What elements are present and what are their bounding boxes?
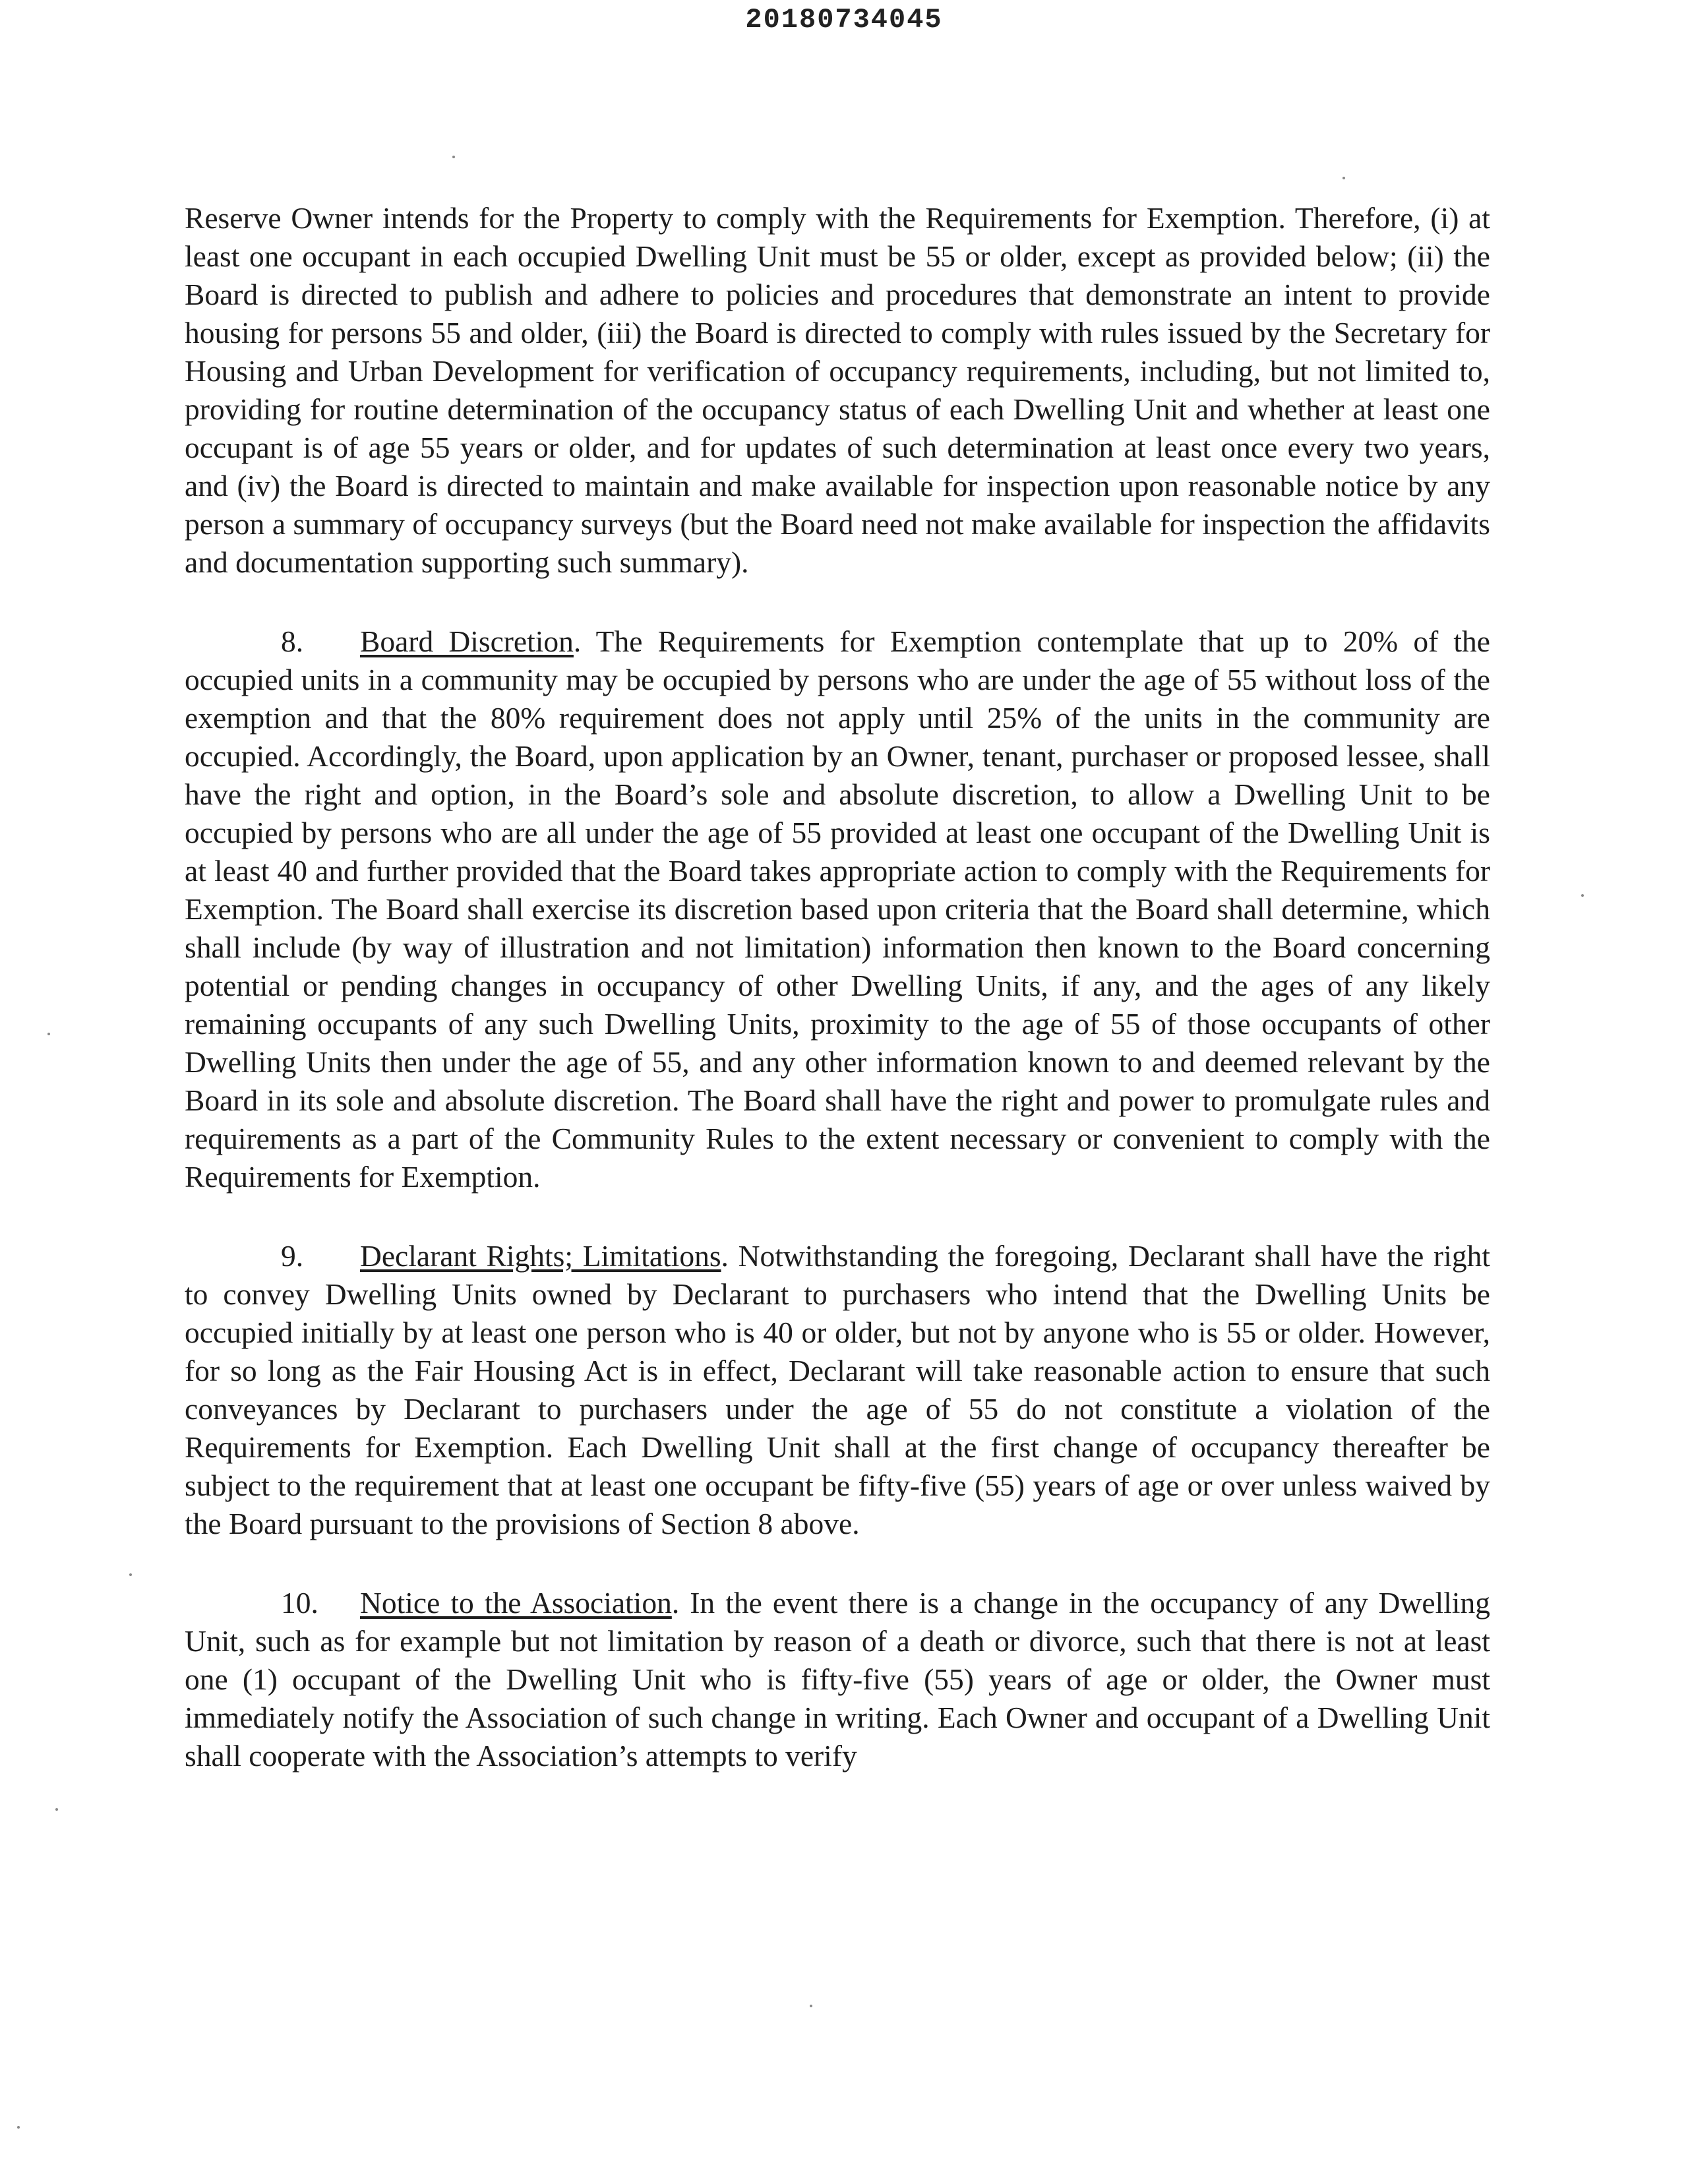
scan-speckle	[452, 156, 455, 158]
section-10-paragraph	[185, 1584, 1490, 1775]
scan-speckle	[17, 2126, 20, 2129]
section-9-number: 9.	[281, 1239, 304, 1273]
document-number: 20180734045	[745, 4, 943, 36]
section-10-heading: Notice to the Association	[360, 1586, 672, 1620]
section-8-paragraph	[185, 622, 1490, 1196]
section-10-text: . In the event there is a change in the occupancy of any Dwelling Unit, such as for example but not limitation by reason of a death or divorce, such that there is not at least one (1) occupant of the Dwelling Unit who is fifty-five (55) years of age or older, the Owner must immediately notify the Association of such change in writing. Each Owner and occupant of a Dwelling Unit shall cooperate with the Association’s attempts to verify	[185, 1586, 1490, 1773]
section-8-number: 8.	[281, 624, 304, 658]
section-8-text: . The Requirements for Exemption contemplate that up to 20% of the occupied units in a community may be occupied by persons who are under the age of 55 without loss of the exemption and that the 80% requirement does not apply until 25% of the units in the community are occupied. Accordingly, the Board, upon application by an Owner, tenant, purchaser or proposed lessee, shall have the right and option, in the Board’s sole and absolute discretion, to allow a Dwelling Unit to be occupied by persons who are all under the age of 55 provided at least one occupant of the Dwelling Unit is at least 40 and further provided that the Board takes appropriate action to comply with the Requirements for Exemption. The Board shall exercise its discretion based upon criteria that the Board shall determine, which shall include (by way of illustration and not limitation) information then known to the Board concerning potential or pending changes in occupancy of other Dwelling Units, if any, and the ages of any likely remaining occupants of any such Dwelling Units, proximity to the age of 55 of those occupants of other Dwelling Units then under the age of 55, and any other information known to and deemed relevant by the Board in its sole and absolute discretion. The Board shall have the right and power to promulgate rules and requirements as a part of the Community Rules to the extent necessary or convenient to comply with the Requirements for Exemption.	[185, 624, 1490, 1194]
section-10-number: 10.	[281, 1586, 318, 1620]
document-body	[185, 199, 1490, 1775]
section-9-text: . Notwithstanding the foregoing, Declarant shall have the right to convey Dwelling Units owned by Declarant to purchasers who intend that the Dwelling Units be occupied initially by at least one person who is 40 or older, but not by anyone who is 55 or older. However, for so long as the Fair Housing Act is in effect, Declarant will take reasonable action to ensure that such conveyances by Declarant to purchasers under the age of 55 do not constitute a violation of the Requirements for Exemption. Each Dwelling Unit shall at the first change of occupancy thereafter be subject to the requirement that at least one occupant be fifty-five (55) years of age or over unless waived by the Board pursuant to the provisions of Section 8 above.	[185, 1239, 1490, 1540]
section-8-heading: Board Discretion	[360, 624, 574, 658]
scan-speckle	[1342, 177, 1345, 179]
section-9-heading: Declarant Rights; Limitations	[360, 1239, 721, 1273]
intro-paragraph: Reserve Owner intends for the Property to comply with the Requirements for Exemption. Therefore, (i) at least one occupant in each occupied Dwelling Unit must be 55 or older, except as provided below; (ii) the Board is directed to publish and adhere to policies and procedures that demonstrate an intent to provide housing for persons 55 and older, (iii) the Board is directed to comply with rules issued by the Secretary for Housing and Urban Development for verification of occupancy requirements, including, but not limited to, providing for routine determination of the occupancy status of each Dwelling Unit and whether at least one occupant is of age 55 years or older, and for updates of such determination at least once every two years, and (iv) the Board is directed to maintain and make available for inspection upon reasonable notice by any person a summary of occupancy surveys (but the Board need not make available for inspection the affidavits and documentation supporting such summary).	[185, 201, 1490, 579]
section-9-paragraph	[185, 1237, 1490, 1543]
scan-speckle	[1581, 894, 1584, 897]
scan-speckle	[129, 1573, 132, 1576]
scan-speckle	[55, 1808, 58, 1811]
scan-speckle	[47, 1033, 50, 1035]
scan-speckle	[810, 2005, 812, 2007]
